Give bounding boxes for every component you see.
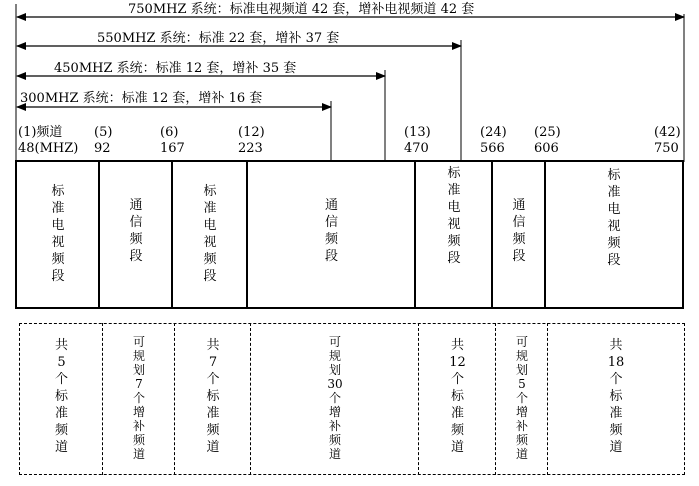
count-cell: [418, 323, 496, 475]
channel-label: (5): [94, 125, 113, 140]
band-label: 通信频段: [512, 198, 526, 264]
count-cell: [547, 323, 685, 475]
frequency-label: 566: [480, 141, 505, 156]
channel-label: (13): [404, 125, 431, 140]
count-cell: [495, 323, 548, 475]
band-communication: [98, 161, 172, 309]
count-text: 共5个标准频道: [54, 338, 68, 455]
label-300-system: 300MHZ 系统：标准 12 套，增补 16 套: [20, 91, 263, 106]
frequency-label: 92: [94, 141, 111, 156]
count-cell: [174, 323, 251, 475]
frequency-label: 48(MHZ): [18, 141, 79, 156]
count-cell: [102, 323, 175, 475]
count-text: 可规划30个增补频道: [327, 335, 343, 461]
band-label: 标准电视频段: [447, 166, 461, 266]
count-text: 可规划7个增补频道: [132, 335, 145, 461]
channel-label: (24): [480, 125, 507, 140]
channel-label: (1)频道: [18, 125, 63, 140]
frequency-label: 606: [534, 141, 559, 156]
band-label: 通信频段: [129, 198, 143, 264]
band-standard-tv: [15, 161, 99, 309]
count-text: 共7个标准频道: [206, 338, 220, 455]
frequency-label: 223: [238, 141, 263, 156]
band-label: 标准电视频段: [607, 168, 621, 268]
band-label: 标准电视频段: [51, 184, 65, 284]
channel-label: (42): [654, 125, 681, 140]
count-text: 共18个标准频道: [607, 338, 625, 455]
band-label: 标准电视频段: [203, 184, 217, 284]
band-communication: [246, 161, 415, 309]
channel-label: (6): [160, 125, 179, 140]
band-standard-tv: [544, 161, 684, 309]
count-text: 可规划5个增补频道: [515, 335, 528, 461]
count-cell: [19, 323, 103, 475]
count-cell: [250, 323, 419, 475]
count-text: 共12个标准频道: [449, 338, 466, 455]
frequency-label: 470: [404, 141, 429, 156]
channel-label: (12): [238, 125, 265, 140]
label-750-system: 750MHZ 系统：标准电视频道 42 套，增补电视频道 42 套: [128, 2, 475, 17]
band-communication: [491, 161, 545, 309]
label-450-system: 450MHZ 系统：标准 12 套，增补 35 套: [54, 61, 297, 76]
frequency-label: 750: [654, 141, 679, 156]
label-550-system: 550MHZ 系统：标准 22 套，增补 37 套: [97, 31, 340, 46]
channel-label: (25): [534, 125, 561, 140]
band-standard-tv: [414, 161, 492, 309]
band-label: 通信频段: [324, 198, 338, 264]
band-standard-tv: [171, 161, 247, 309]
frequency-label: 167: [160, 141, 185, 156]
